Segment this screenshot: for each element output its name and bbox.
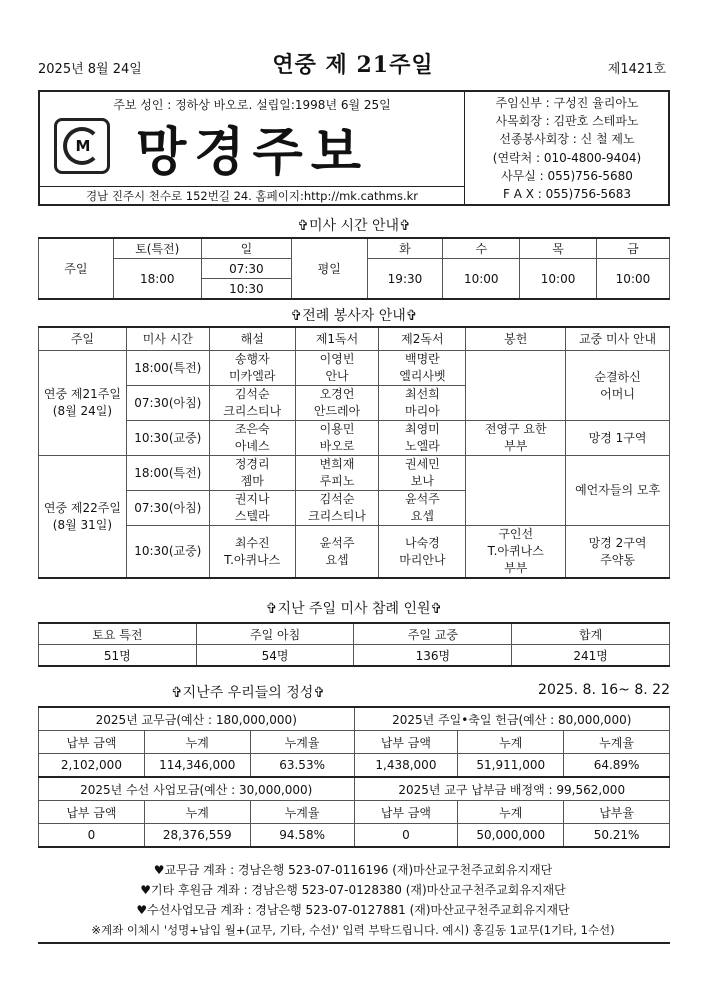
mass-time: 07:30(아침) [126, 386, 209, 421]
week1-label: 연중 제21주일 (8월 24일) [39, 351, 127, 456]
attendance-title: ✞지난 주일 미사 참례 인원✞ [265, 601, 443, 617]
reader2: 최선희 마리아 [379, 386, 466, 421]
col-commentator: 해설 [209, 327, 295, 351]
attendance-table [38, 622, 670, 667]
fin-value: 2,102,000 [39, 754, 145, 778]
finance-title: ✞지난주 우리들의 정성✞ [170, 685, 326, 701]
day-thu: 목 [520, 238, 597, 259]
parish-logo-icon [54, 118, 110, 174]
reader1: 이용민 바오로 [295, 421, 379, 456]
reader2: 권세민 보나 [379, 456, 466, 491]
issue-number: 제1421호 [607, 62, 666, 77]
day-wed: 수 [443, 238, 520, 259]
finance-table [38, 706, 670, 848]
att-main: 136명 [354, 645, 512, 667]
reader1: 윤석주 요셉 [295, 526, 379, 579]
day-tue: 화 [367, 238, 443, 259]
sunday-label: 주일 [39, 238, 114, 299]
fin-header: 납부율 [564, 801, 670, 824]
commentator: 정경리 젬마 [209, 456, 295, 491]
mass-time: 18:00(특전) [126, 456, 209, 491]
weekday-label: 평일 [291, 238, 367, 299]
col-mass-time: 미사 시간 [126, 327, 209, 351]
col-reading2: 제2독서 [379, 327, 466, 351]
sunday-time-early: 07:30 [201, 259, 291, 279]
servers-table [38, 326, 670, 579]
commentator: 송행자 미카엘라 [209, 351, 295, 386]
table-row [39, 421, 670, 456]
thu-time: 10:00 [520, 259, 597, 300]
sun-label: 일 [201, 238, 291, 259]
fin-header: 누계 [144, 801, 250, 824]
fund-title-collection: 2025년 주일•축일 헌금(예산 : 80,000,000) [354, 707, 670, 731]
fin-value: 64.89% [564, 754, 670, 778]
contact-council: 사목회장 : 김판호 스테파노 [495, 114, 639, 129]
fin-value: 0 [39, 824, 145, 848]
commentator: 김석순 크리스티나 [209, 386, 295, 421]
week2-label: 연중 제22주일 (8월 31일) [39, 456, 127, 579]
contact-fax: F A X : 055)756-5683 [503, 186, 631, 201]
col-reading1: 제1독서 [295, 327, 379, 351]
att-header-saturday: 토요 특전 [39, 623, 197, 645]
fin-value: 51,911,000 [458, 754, 564, 778]
saturday-label: 토(특전) [113, 238, 201, 259]
fund-title-diocese: 2025년 교구 납부금 배정액 : 99,562,000 [354, 777, 670, 801]
col-notice: 교중 미사 안내 [566, 327, 670, 351]
account-donation: ♥기타 후원금 계좌 : 경남은행 523-07-0128380 (재)마산교구천주교회유지재단 [140, 883, 566, 897]
reader1: 변희재 루피노 [295, 456, 379, 491]
sunday-time-main: 10:30 [201, 279, 291, 300]
commentator: 조은숙 아녜스 [209, 421, 295, 456]
fin-value: 28,376,559 [144, 824, 250, 848]
notice-week2-top: 예언자들의 모후 [566, 456, 670, 526]
col-offering: 봉헌 [466, 327, 566, 351]
notice-week1-top: 순결하신 어머니 [566, 351, 670, 421]
reader1: 오경언 안드레아 [295, 386, 379, 421]
fin-value: 1,438,000 [354, 754, 458, 778]
fund-title-repair: 2025년 수선 사업모금(예산 : 30,000,000) [39, 777, 355, 801]
mass-times-table [38, 237, 670, 300]
contact-phone: (연락처 : 010-4800-9404) [492, 150, 642, 165]
att-total: 241명 [512, 645, 670, 667]
fin-value: 0 [354, 824, 458, 848]
mass-time: 07:30(아침) [126, 491, 209, 526]
fund-title-dues: 2025년 교무금(예산 : 180,000,000) [39, 707, 355, 731]
servers-title: ✞전례 봉사자 안내✞ [290, 308, 418, 324]
bulletin-name: 망경주보 [136, 122, 369, 183]
table-row [39, 351, 670, 386]
notice-week1-bottom: 망경 1구역 [566, 421, 670, 456]
fin-header: 누계율 [250, 801, 354, 824]
offering-week2: 구인선 T.아퀴나스 부부 [466, 526, 566, 579]
reader2: 윤석주 요셉 [379, 491, 466, 526]
fin-header: 누계 [458, 731, 564, 754]
offering-empty [466, 456, 566, 526]
account-dues: ♥교무금 계좌 : 경남은행 523-07-0116196 (재)마산교구천주교회유지재단 [153, 863, 553, 877]
fin-header: 누계율 [250, 731, 354, 754]
contact-office: 사무실 : 055)756-5680 [501, 168, 633, 183]
reader1: 김석순 크리스티나 [295, 491, 379, 526]
att-saturday: 51명 [39, 645, 197, 667]
fin-value: 94.58% [250, 824, 354, 848]
fin-value: 114,346,000 [144, 754, 250, 778]
patron-saint: 주보 성인 : 정하상 바오로. 설립일:1998년 6월 25일 [113, 98, 391, 112]
fin-header: 납부 금액 [354, 801, 458, 824]
account-repair: ♥수선사업모금 계좌 : 경남은행 523-07-0127881 (재)마산교구천주교회유지재단 [136, 903, 570, 917]
fin-header: 누계율 [564, 731, 670, 754]
offering-week1: 전영구 요한 부부 [466, 421, 566, 456]
parish-address: 경남 진주시 천수로 152번길 24. 홈페이지:http://mk.cathms.kr [40, 186, 464, 205]
wed-time: 10:00 [443, 259, 520, 300]
table-row [39, 456, 670, 491]
fri-time: 10:00 [596, 259, 669, 300]
finance-period: 2025. 8. 16~ 8. 22 [538, 682, 670, 698]
contact-list [466, 94, 668, 203]
reader2: 최영미 노엘라 [379, 421, 466, 456]
att-header-total: 합계 [512, 623, 670, 645]
att-header-main: 주일 교중 [354, 623, 512, 645]
contact-pastor: 주임신부 : 구성진 율리아노 [495, 96, 639, 110]
table-row [39, 526, 670, 579]
tue-time: 19:30 [367, 259, 443, 300]
mass-times-title: ✞미사 시간 안내✞ [297, 218, 411, 234]
att-header-morning: 주일 아침 [196, 623, 354, 645]
fin-header: 납부 금액 [39, 801, 145, 824]
offering-empty [466, 351, 566, 421]
reader2: 백명란 엘리사벳 [379, 351, 466, 386]
fin-header: 누계 [144, 731, 250, 754]
contact-funeral: 선종봉사회장 : 신 철 제노 [499, 132, 635, 147]
transfer-note: ※계좌 이체시 '성명+납입 월+(교무, 기타, 수선)' 입력 부탁드립니다. 예시) 홍길동 1교무(1기타, 1수선) [91, 923, 615, 937]
day-fri: 금 [596, 238, 669, 259]
reader2: 나숙경 마리안나 [379, 526, 466, 579]
commentator: 권지나 스텔라 [209, 491, 295, 526]
att-morning: 54명 [196, 645, 354, 667]
masthead-left [40, 92, 465, 204]
mass-time: 18:00(특전) [126, 351, 209, 386]
bulletin-date: 2025년 8월 24일 [38, 62, 142, 77]
notice-week2-bottom: 망경 2구역 주약동 [566, 526, 670, 579]
fin-value: 63.53% [250, 754, 354, 778]
reader1: 이영빈 안나 [295, 351, 379, 386]
finance-header [38, 682, 670, 702]
divider [38, 942, 670, 944]
fin-header: 납부 금액 [39, 731, 145, 754]
fin-header: 납부 금액 [354, 731, 458, 754]
page-title: 연중 제 21주일 [272, 52, 434, 78]
mass-time: 10:30(교중) [126, 526, 209, 579]
fin-value: 50.21% [564, 824, 670, 848]
mass-time: 10:30(교중) [126, 421, 209, 456]
logo-mark: M [75, 137, 91, 155]
fin-header: 누계 [458, 801, 564, 824]
masthead [38, 90, 670, 206]
saturday-time: 18:00 [113, 259, 201, 300]
fin-value: 50,000,000 [458, 824, 564, 848]
commentator: 최수진 T.아퀴나스 [209, 526, 295, 579]
col-sunday: 주일 [39, 327, 127, 351]
